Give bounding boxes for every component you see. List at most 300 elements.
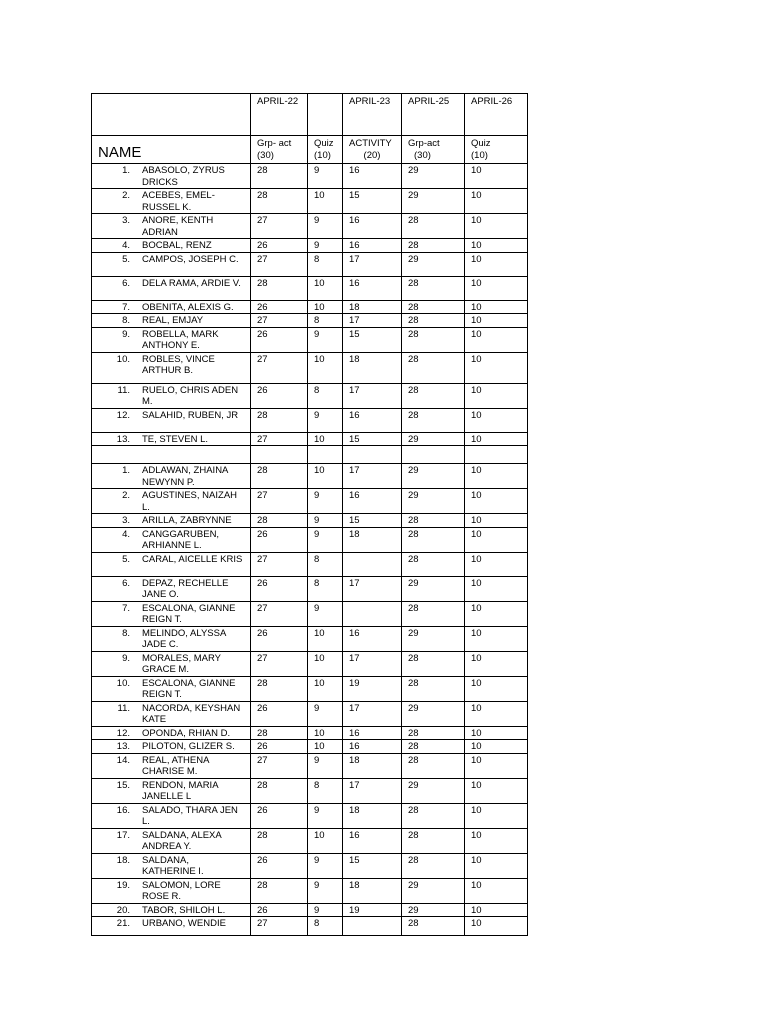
score-cell: 26	[251, 327, 308, 352]
sub-header-cell	[343, 136, 402, 164]
score-cell: 28	[251, 189, 308, 214]
table-row	[92, 327, 528, 352]
score-cell: 28	[251, 878, 308, 903]
score-cell: 15	[343, 327, 402, 352]
score-cell: 10	[465, 601, 528, 626]
student-cell	[92, 676, 251, 701]
table-row	[92, 601, 528, 626]
score-cell: 19	[343, 903, 402, 917]
student-name: AGUSTINES, NAIZAH L.	[142, 490, 238, 513]
score-cell: 10	[465, 917, 528, 936]
score-cell: 10	[465, 239, 528, 253]
score-cell: 8	[308, 917, 343, 936]
score-cell: 10	[465, 514, 528, 528]
score-cell: 10	[465, 214, 528, 239]
score-cell: 19	[343, 676, 402, 701]
score-cell: 15	[343, 189, 402, 214]
score-cell: 29	[402, 164, 465, 189]
row-number: 19.	[116, 879, 130, 891]
score-cell: 10	[465, 276, 528, 300]
score-cell: 28	[251, 514, 308, 528]
score-cell: 28	[402, 726, 465, 740]
student-cell	[92, 651, 251, 676]
student-name: REAL, EMJAY	[142, 315, 204, 326]
score-cell: 9	[308, 164, 343, 189]
table-row	[92, 853, 528, 878]
score-cell: 29	[402, 189, 465, 214]
score-cell: 17	[343, 576, 402, 601]
date-header-cell: APRIL-26	[465, 94, 528, 136]
sub-header-line2: (20)	[363, 149, 381, 161]
score-cell: 27	[251, 352, 308, 383]
student-cell	[92, 239, 251, 253]
row-number: 11.	[117, 702, 130, 714]
score-cell: 16	[343, 828, 402, 853]
blank-cell	[92, 446, 251, 464]
score-cell: 10	[465, 853, 528, 878]
row-number: 17.	[116, 829, 130, 841]
score-cell: 17	[343, 464, 402, 489]
score-cell: 26	[251, 383, 308, 408]
score-cell: 28	[402, 753, 465, 778]
student-name: ANORE, KENTH ADRIAN	[142, 215, 214, 238]
score-cell: 10	[465, 327, 528, 352]
score-cell: 28	[402, 327, 465, 352]
score-cell: 28	[251, 828, 308, 853]
table-row	[92, 726, 528, 740]
score-cell: 10	[308, 189, 343, 214]
sub-header-cell	[465, 136, 528, 164]
sub-header-line2: (10)	[471, 149, 488, 161]
score-cell: 27	[251, 214, 308, 239]
table-row	[92, 464, 528, 489]
score-cell: 27	[251, 252, 308, 276]
score-cell: 27	[251, 314, 308, 328]
table-row	[92, 740, 528, 754]
blank-separator-row	[92, 446, 528, 464]
row-number: 5.	[122, 253, 130, 265]
student-cell	[92, 903, 251, 917]
score-cell: 28	[402, 514, 465, 528]
row-number: 15.	[116, 779, 130, 791]
score-cell: 8	[308, 576, 343, 601]
student-cell	[92, 626, 251, 651]
table-row	[92, 778, 528, 803]
score-cell: 15	[343, 514, 402, 528]
score-cell: 10	[308, 464, 343, 489]
score-cell: 28	[402, 828, 465, 853]
student-name: CARAL, AICELLE KRIS	[142, 553, 243, 565]
row-number: 10.	[116, 353, 130, 365]
student-cell	[92, 383, 251, 408]
sub-header-cell	[402, 136, 465, 164]
score-cell: 16	[343, 214, 402, 239]
score-cell: 16	[343, 740, 402, 754]
score-cell: 10	[308, 676, 343, 701]
score-cell: 26	[251, 701, 308, 726]
sub-header-line2: (30)	[257, 149, 274, 161]
student-name: NACORDA, KEYSHAN KATE	[142, 702, 241, 725]
student-name: TE, STEVEN L.	[142, 433, 208, 445]
score-cell: 10	[465, 464, 528, 489]
score-cell: 15	[343, 432, 402, 446]
score-cell: 28	[402, 314, 465, 328]
score-cell: 10	[465, 527, 528, 552]
student-name: ADLAWAN, ZHAINA NEWYNN P.	[142, 465, 228, 488]
score-cell: 16	[343, 276, 402, 300]
score-cell: 26	[251, 740, 308, 754]
score-cell: 17	[343, 701, 402, 726]
table-row	[92, 701, 528, 726]
score-cell: 18	[343, 753, 402, 778]
score-cell: 16	[343, 239, 402, 253]
row-number: 7.	[122, 301, 130, 313]
score-cell: 28	[402, 352, 465, 383]
score-cell: 10	[465, 383, 528, 408]
row-number: 13.	[116, 741, 130, 752]
student-name: ARILLA, ZABRYNNE	[142, 515, 232, 526]
score-cell: 18	[343, 878, 402, 903]
score-cell: 29	[402, 432, 465, 446]
student-cell	[92, 701, 251, 726]
score-cell: 9	[308, 214, 343, 239]
table-row	[92, 878, 528, 903]
student-name: URBANO, WENDIE	[142, 918, 226, 929]
score-cell: 8	[308, 383, 343, 408]
student-cell	[92, 878, 251, 903]
student-name: ESCALONA, GIANNE REIGN T.	[142, 677, 236, 700]
score-cell: 10	[465, 252, 528, 276]
blank-header-cell	[92, 94, 251, 136]
student-cell	[92, 432, 251, 446]
score-cell: 28	[402, 651, 465, 676]
score-cell: 17	[343, 651, 402, 676]
blank-cell	[343, 446, 402, 464]
score-cell: 17	[343, 383, 402, 408]
score-cell: 9	[308, 803, 343, 828]
student-cell	[92, 464, 251, 489]
score-cell: 26	[251, 803, 308, 828]
name-label: NAME	[98, 144, 142, 161]
score-cell: 16	[343, 726, 402, 740]
score-cell: 16	[343, 164, 402, 189]
table-row	[92, 576, 528, 601]
score-cell: 28	[251, 464, 308, 489]
score-cell: 29	[402, 903, 465, 917]
score-cell: 27	[251, 432, 308, 446]
score-cell: 10	[465, 701, 528, 726]
score-cell: 17	[343, 778, 402, 803]
student-cell	[92, 327, 251, 352]
score-cell: 8	[308, 552, 343, 576]
score-cell: 8	[308, 314, 343, 328]
student-cell	[92, 803, 251, 828]
score-cell: 10	[308, 352, 343, 383]
name-column-header	[92, 136, 251, 164]
score-cell: 29	[402, 576, 465, 601]
score-cell: 18	[343, 803, 402, 828]
date-header-cell: APRIL-22	[251, 94, 308, 136]
table-row	[92, 300, 528, 314]
score-cell: 9	[308, 701, 343, 726]
student-name: TABOR, SHILOH L.	[142, 904, 226, 916]
score-cell: 27	[251, 651, 308, 676]
table-row	[92, 408, 528, 432]
score-cell: 16	[343, 408, 402, 432]
score-cell: 10	[465, 164, 528, 189]
table-row	[92, 489, 528, 514]
student-cell	[92, 552, 251, 576]
score-cell: 10	[465, 753, 528, 778]
table-row	[92, 352, 528, 383]
table-row	[92, 651, 528, 676]
score-cell: 9	[308, 903, 343, 917]
student-cell	[92, 252, 251, 276]
score-cell: 28	[251, 778, 308, 803]
student-name: ABASOLO, ZYRUS DRICKS	[142, 165, 225, 188]
score-cell: 9	[308, 408, 343, 432]
score-cell: 28	[251, 676, 308, 701]
row-number: 2.	[122, 190, 130, 201]
student-cell	[92, 314, 251, 328]
score-cell: 29	[402, 778, 465, 803]
score-cell: 10	[308, 828, 343, 853]
student-cell	[92, 917, 251, 936]
row-number: 1.	[122, 465, 130, 476]
row-number: 6.	[122, 577, 130, 589]
row-number: 18.	[116, 854, 130, 866]
date-header-cell: APRIL-23	[343, 94, 402, 136]
student-name: RENDON, MARIA JANELLE L	[142, 779, 219, 802]
row-number: 4.	[122, 528, 130, 540]
score-cell: 9	[308, 239, 343, 253]
score-cell: 27	[251, 489, 308, 514]
score-cell: 26	[251, 853, 308, 878]
student-name: MORALES, MARY GRACE M.	[142, 652, 221, 675]
score-cell: 10	[465, 651, 528, 676]
score-cell: 26	[251, 576, 308, 601]
row-number: 12.	[116, 409, 130, 421]
student-cell	[92, 753, 251, 778]
score-cell: 8	[308, 252, 343, 276]
row-number: 11.	[117, 384, 130, 396]
score-cell: 9	[308, 878, 343, 903]
row-number: 9.	[122, 652, 130, 664]
score-cell: 18	[343, 527, 402, 552]
student-cell	[92, 214, 251, 239]
blank-cell	[402, 446, 465, 464]
student-cell	[92, 276, 251, 300]
score-cell: 10	[465, 828, 528, 853]
table-row	[92, 803, 528, 828]
student-cell	[92, 300, 251, 314]
table-row	[92, 189, 528, 214]
score-cell: 28	[402, 383, 465, 408]
score-cell: 29	[402, 489, 465, 514]
score-cell: 10	[465, 576, 528, 601]
score-cell: 8	[308, 778, 343, 803]
score-cell: 17	[343, 314, 402, 328]
score-cell: 10	[465, 903, 528, 917]
score-cell	[343, 917, 402, 936]
sub-header-cell	[251, 136, 308, 164]
score-cell: 29	[402, 252, 465, 276]
score-cell: 28	[402, 601, 465, 626]
score-cell: 10	[465, 408, 528, 432]
sub-header-line1: Quiz	[314, 138, 334, 149]
score-cell: 9	[308, 753, 343, 778]
score-cell: 10	[308, 740, 343, 754]
student-cell	[92, 408, 251, 432]
student-name: PILOTON, GLIZER S.	[142, 741, 235, 752]
row-number: 20.	[116, 904, 130, 916]
row-number: 4.	[122, 240, 130, 251]
score-cell: 28	[402, 740, 465, 754]
score-cell: 18	[343, 352, 402, 383]
row-number: 5.	[122, 553, 130, 565]
score-cell: 28	[251, 276, 308, 300]
row-number: 6.	[122, 277, 130, 289]
score-cell: 26	[251, 239, 308, 253]
table-row	[92, 432, 528, 446]
student-cell	[92, 352, 251, 383]
student-cell	[92, 828, 251, 853]
table-row	[92, 903, 528, 917]
student-name: ESCALONA, GIANNE REIGN T.	[142, 602, 236, 625]
row-number: 9.	[122, 328, 130, 340]
score-cell: 28	[402, 300, 465, 314]
score-cell: 10	[308, 726, 343, 740]
table-row	[92, 314, 528, 328]
score-cell: 10	[308, 276, 343, 300]
sub-header-line2: (10)	[314, 149, 331, 161]
student-name: REAL, ATHENA CHARISE M.	[142, 754, 209, 777]
score-cell: 10	[465, 878, 528, 903]
table-row	[92, 514, 528, 528]
score-cell: 10	[465, 778, 528, 803]
student-name: ROBLES, VINCE ARTHUR B.	[142, 353, 215, 376]
score-cell: 28	[251, 408, 308, 432]
score-cell: 29	[402, 626, 465, 651]
score-cell	[343, 552, 402, 576]
student-cell	[92, 164, 251, 189]
score-cell: 28	[251, 164, 308, 189]
score-cell: 10	[308, 651, 343, 676]
table-row	[92, 527, 528, 552]
score-cell: 10	[465, 626, 528, 651]
row-number: 8.	[122, 315, 130, 326]
score-cell: 27	[251, 917, 308, 936]
score-cell: 28	[402, 214, 465, 239]
score-cell: 10	[465, 300, 528, 314]
student-cell	[92, 601, 251, 626]
score-cell: 26	[251, 300, 308, 314]
sub-header-line1: Quiz	[471, 138, 491, 149]
row-number: 2.	[122, 490, 130, 501]
score-cell: 9	[308, 489, 343, 514]
grades-table	[91, 93, 528, 936]
student-cell	[92, 489, 251, 514]
score-cell: 28	[402, 552, 465, 576]
score-cell: 28	[402, 676, 465, 701]
score-cell: 28	[402, 239, 465, 253]
score-cell: 29	[402, 464, 465, 489]
table-row	[92, 252, 528, 276]
score-cell: 9	[308, 527, 343, 552]
date-header-row	[92, 94, 528, 136]
row-number: 1.	[122, 165, 130, 176]
student-name: DELA RAMA, ARDIE V.	[142, 277, 241, 289]
student-cell	[92, 740, 251, 754]
score-cell: 28	[402, 408, 465, 432]
row-number: 3.	[122, 515, 130, 526]
score-cell: 27	[251, 753, 308, 778]
student-name: DEPAZ, RECHELLE JANE O.	[142, 577, 229, 600]
table-row	[92, 626, 528, 651]
score-cell: 17	[343, 252, 402, 276]
student-cell	[92, 778, 251, 803]
blank-cell	[465, 446, 528, 464]
student-cell	[92, 576, 251, 601]
row-number: 16.	[116, 804, 130, 816]
score-cell: 10	[465, 489, 528, 514]
score-cell: 9	[308, 853, 343, 878]
score-cell: 28	[402, 527, 465, 552]
sub-header-line1: ACTIVITY	[349, 138, 392, 149]
sub-header-line1: Grp- act	[257, 138, 292, 149]
table-row	[92, 676, 528, 701]
table-row	[92, 383, 528, 408]
score-cell: 26	[251, 527, 308, 552]
row-number: 13.	[116, 433, 130, 445]
table-row	[92, 276, 528, 300]
table-row	[92, 917, 528, 936]
sub-header-line1: Grp-act	[408, 138, 440, 149]
student-name: OBENITA, ALEXIS G.	[142, 301, 234, 313]
row-number: 7.	[122, 602, 130, 614]
student-cell	[92, 853, 251, 878]
table-row	[92, 552, 528, 576]
score-cell: 26	[251, 903, 308, 917]
student-name: SALOMON, LORE ROSE R.	[142, 879, 221, 902]
student-name: CAMPOS, JOSEPH C.	[142, 253, 239, 265]
score-cell: 28	[402, 917, 465, 936]
student-name: SALDANA, ALEXA ANDREA Y.	[142, 829, 222, 852]
sub-header-row	[92, 136, 528, 164]
student-name: CANGGARUBEN, ARHIANNE L.	[142, 528, 220, 551]
score-cell: 10	[465, 314, 528, 328]
score-cell: 26	[251, 626, 308, 651]
score-cell: 9	[308, 514, 343, 528]
score-cell: 10	[308, 432, 343, 446]
student-name: ACEBES, EMEL-RUSSEL K.	[142, 190, 215, 213]
sub-header-line2: (30)	[414, 149, 431, 161]
row-number: 14.	[116, 754, 130, 766]
student-name: BOCBAL, RENZ	[142, 240, 212, 251]
student-name: SALDANA, KATHERINE I.	[142, 854, 204, 877]
date-header-cell: APRIL-25	[402, 94, 465, 136]
sub-header-cell	[308, 136, 343, 164]
score-cell: 10	[465, 432, 528, 446]
score-cell: 27	[251, 552, 308, 576]
score-cell: 10	[308, 300, 343, 314]
student-cell	[92, 514, 251, 528]
score-cell: 10	[465, 803, 528, 828]
table-row	[92, 239, 528, 253]
table-row	[92, 214, 528, 239]
score-cell: 10	[465, 552, 528, 576]
score-cell: 15	[343, 853, 402, 878]
